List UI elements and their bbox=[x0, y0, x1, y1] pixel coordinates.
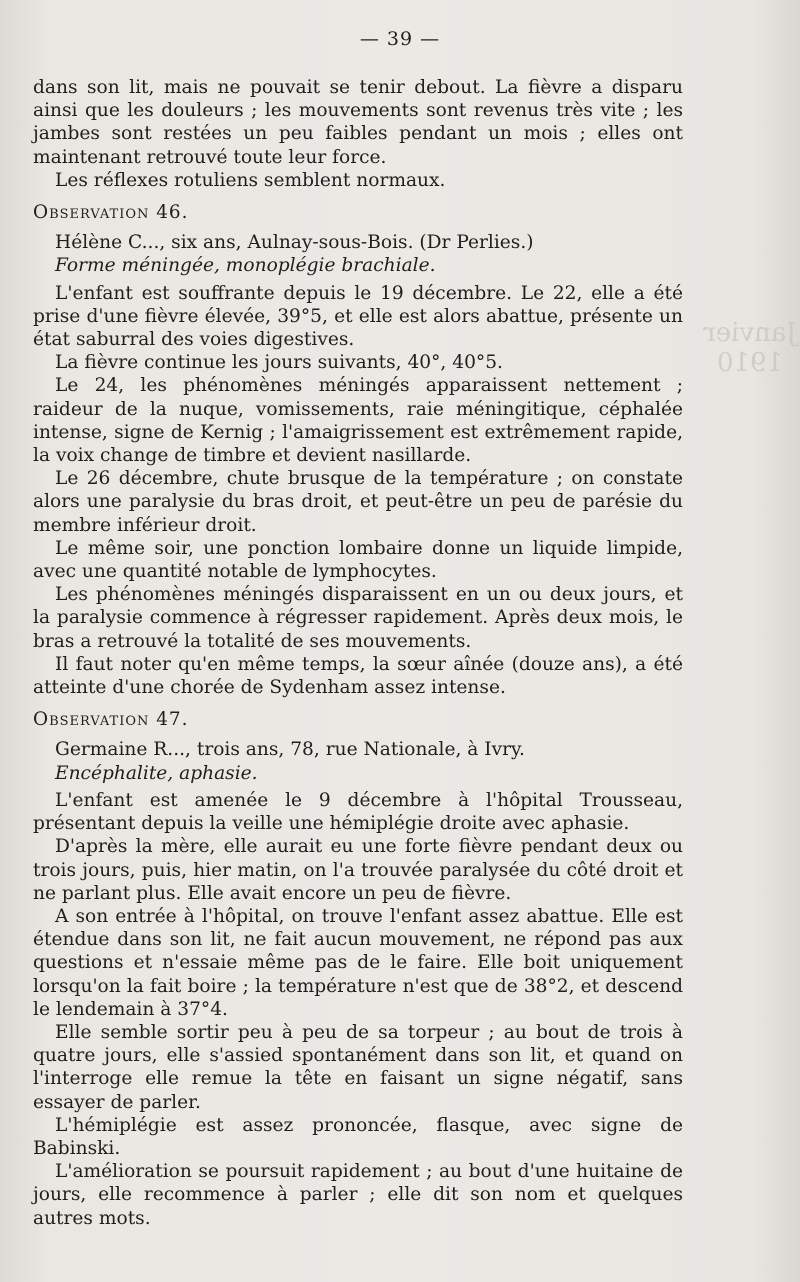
paragraph: L'enfant est souffrante depuis le 19 décembre. Le 22, elle a été prise d'une fièvre élevée, 39°5, et elle est alors abattue, présente un état saburral des voies digestives. bbox=[33, 282, 683, 351]
patient-line: Hélène C..., six ans, Aulnay-sous-Bois. (Dr Perlies.) bbox=[55, 232, 534, 254]
bleed-through-text bbox=[700, 318, 800, 378]
ghost-line-1: Janvier bbox=[703, 318, 797, 348]
paragraph: Elle semble sortir peu à peu de sa torpeur ; au bout de trois à quatre jours, elle s'assied spontanément dans son lit, et quand on l'interroge elle remue la tête en faisant un signe négatif, sans essayer de parler. bbox=[33, 1021, 683, 1113]
paragraph: Les réflexes rotuliens semblent normaux. bbox=[55, 169, 446, 191]
observation-heading: Observation 46. bbox=[33, 202, 189, 224]
paragraph: Le même soir, une ponction lombaire donne un liquide limpide, avec une quantité notable de lymphocytes. bbox=[33, 537, 683, 583]
page-number: — 39 — bbox=[359, 28, 441, 50]
paragraph: Le 26 décembre, chute brusque de la température ; on constate alors une paralysie du bras droit, et peut-être un peu de parésie du membre inférieur droit. bbox=[33, 468, 683, 536]
body-text bbox=[33, 76, 683, 1230]
paragraph: Il faut noter qu'en même temps, la sœur aînée (douze ans), a été atteinte d'une chorée de Sydenham assez intense. bbox=[33, 653, 683, 699]
paragraph: Le 24, les phénomènes méningés apparaissent nettement ; raideur de la nuque, vomissements, raie méningitique, céphalée intense, signe de Kernig ; l'amaigrissement est extrêmement rapide, la voix change de timbre et devient nasillarde. bbox=[33, 375, 683, 467]
observation-heading: Observation 47. bbox=[33, 709, 189, 731]
paragraph: D'après la mère, elle aurait eu une forte fièvre pendant deux ou trois jours, puis, hier matin, on l'a trouvée paralysée du côté droit et ne parlant plus. Elle avait encore un peu de fièvre. bbox=[33, 836, 683, 904]
patient-line: Germaine R..., trois ans, 78, rue Nationale, à Ivry. bbox=[55, 739, 525, 761]
paragraph: Les phénomènes méningés disparaissent en un ou deux jours, et la paralysie commence à régresser rapidement. Après deux mois, le bras a retrouvé la totalité de ses mouvements. bbox=[33, 584, 683, 652]
paragraph: dans son lit, mais ne pouvait se tenir debout. La fièvre a disparu ainsi que les douleurs ; les mouvements sont revenus très vite ; les jambes sont restées un peu faibles pendant un mois ; elles ont maintenant retrouvé toute leur force. bbox=[33, 77, 683, 168]
paragraph: La fièvre continue les jours suivants, 40°, 40°5. bbox=[55, 352, 503, 374]
ghost-line-2: 1910 bbox=[716, 348, 784, 378]
observation-subtitle: Forme méningée, monoplégie brachiale. bbox=[55, 255, 436, 277]
paragraph: A son entrée à l'hôpital, on trouve l'enfant assez abattue. Elle est étendue dans son lit, ne fait aucun mouvement, ne répond pas aux questions et n'essaie même pas de le faire. Elle boit uniquement lorsqu'on la fait boire ; la température n'est que de 38°2, et descend le lendemain à 37°4. bbox=[33, 905, 683, 1020]
paragraph: L'enfant est amenée le 9 décembre à l'hôpital Trousseau, présentant depuis la veille une hémiplégie droite avec aphasie. bbox=[33, 789, 683, 835]
paragraph: L'hémiplégie est assez prononcée, flasque, avec signe de Babinski. bbox=[33, 1114, 683, 1159]
paragraph: L'amélioration se poursuit rapidement ; au bout d'une huitaine de jours, elle recommence à parler ; elle dit son nom et quelques autres mots. bbox=[33, 1161, 683, 1229]
observation-subtitle: Encéphalite, aphasie. bbox=[55, 762, 258, 784]
